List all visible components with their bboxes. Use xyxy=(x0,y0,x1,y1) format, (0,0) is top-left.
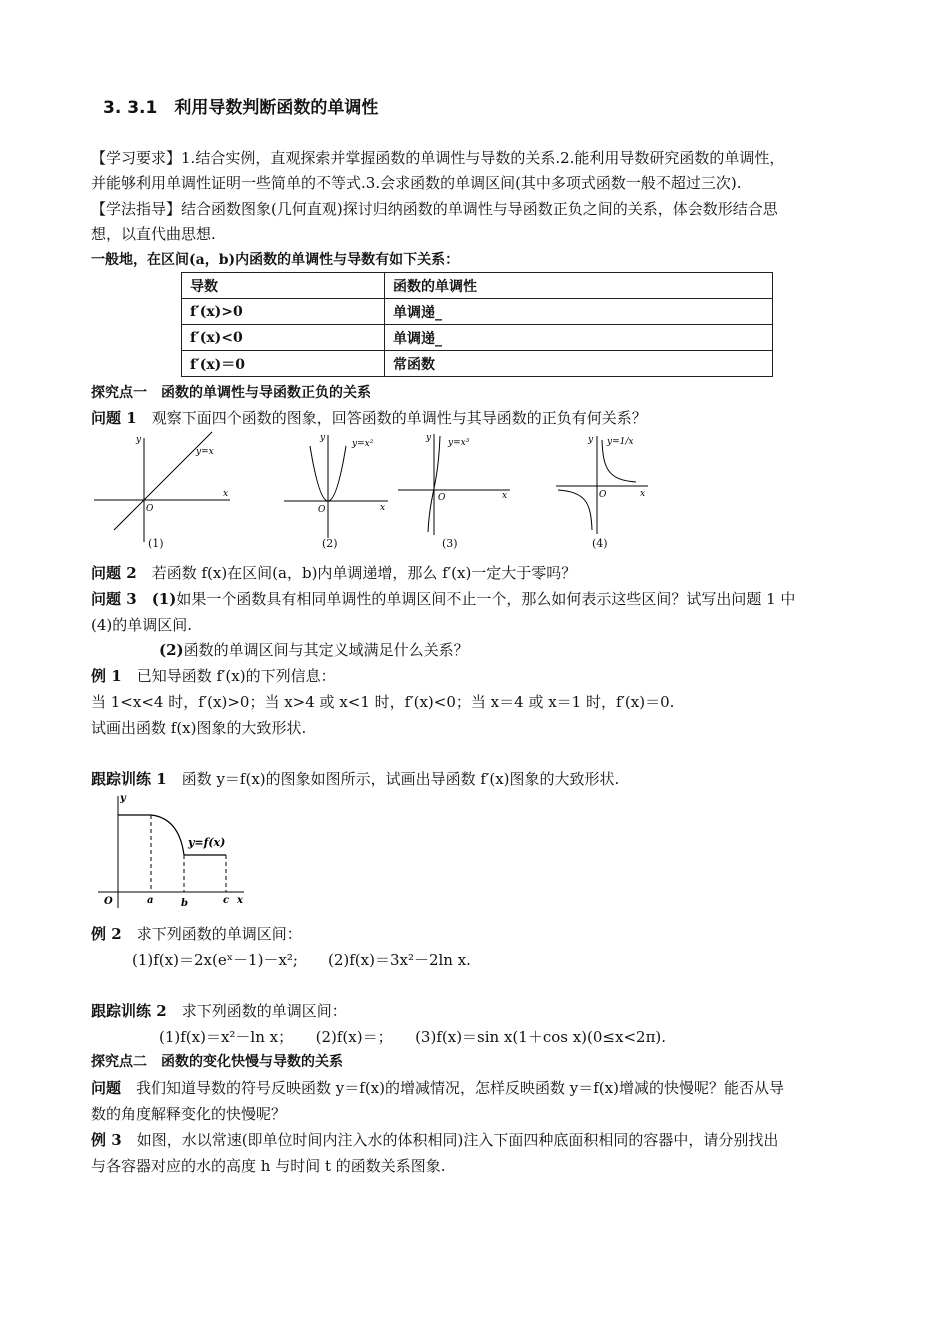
origin-label: O xyxy=(318,505,326,515)
ex2-line1: 例 2 求下列函数的单调区间： xyxy=(91,925,302,943)
x-label: x xyxy=(237,895,243,906)
tr2-line1: 跟踪训练 2 求下列函数的单调区间： xyxy=(91,1002,347,1020)
ex3-label: 例 3 xyxy=(91,1131,122,1149)
y-label: y xyxy=(136,435,142,445)
table-header-cell: 函数的单调性 xyxy=(385,273,773,299)
graph-4 xyxy=(554,430,654,545)
origin-label: O xyxy=(438,493,446,503)
table-cell: 单调递_ xyxy=(385,299,773,325)
y-label: y xyxy=(320,433,326,443)
section1-heading: 探究点一 函数的单调性与导函数正负的关系 xyxy=(91,385,371,401)
table-cell: f′(x)>0 xyxy=(182,299,385,325)
tr1-line: 跟踪训练 1 函数 y＝f(x)的图象如图所示，试画出导函数 f′(x)图象的大致形状. xyxy=(91,770,620,788)
ex1-label: 例 1 xyxy=(91,667,122,685)
intro-text: 一般地，在区间(a，b)内函数的单调性与导数有如下关系： xyxy=(91,252,460,268)
tick-b: b xyxy=(181,898,188,909)
table-cell: 单调递_ xyxy=(385,325,773,351)
y-label: y xyxy=(120,793,126,804)
q3-line3: (2)函数的单调区间与其定义域满足什么关系？ xyxy=(159,641,469,659)
graph-4-caption: (4) xyxy=(592,537,608,550)
tr2-items: (1)f(x)＝x²－ln x； (2)f(x)＝； (3)f(x)＝sin x(1＋cos x)(0≤x<2π). xyxy=(159,1028,667,1046)
tr1-label: 跟踪训练 1 xyxy=(91,770,167,788)
requirements-line2: 并能够利用单调性证明一些简单的不等式.3.会求函数的单调区间(其中多项式函数一般不超过三次). xyxy=(91,174,742,192)
curve-branch-left xyxy=(558,490,592,530)
q2-label: 问题 2 xyxy=(91,564,137,582)
table-header-row xyxy=(182,273,773,299)
curve-label: y=x² xyxy=(352,439,374,449)
relation-table xyxy=(181,272,773,377)
table-row xyxy=(182,299,773,325)
tick-a: a xyxy=(147,895,154,906)
origin-label: O xyxy=(146,504,154,514)
q3-label: 问题 3 xyxy=(91,590,137,608)
page-title: 3. 3.1 利用导数判断函数的单调性 xyxy=(103,98,379,118)
tick-c: c xyxy=(223,895,230,906)
x-label: x xyxy=(502,491,508,501)
q3-line2: (4)的单调区间. xyxy=(91,616,193,634)
q1-line: 问题 1 观察下面四个函数的图象，回答函数的单调性与其导函数的正负有何关系？ xyxy=(91,409,647,427)
table-header-cell: 导数 xyxy=(182,273,385,299)
q4-line2: 数的角度解释变化的快慢呢？ xyxy=(91,1105,287,1123)
q2-line: 问题 2 若函数 f(x)在区间(a，b)内单调递增，那么 f′(x)一定大于零吗？ xyxy=(91,564,577,582)
table-row xyxy=(182,325,773,351)
q4-line1: 问题 我们知道导数的符号反映函数 y＝f(x)的增减情况，怎样反映函数 y＝f(x)增减的快慢呢？能否从导 xyxy=(91,1079,784,1097)
q4-label: 问题 xyxy=(91,1079,122,1097)
q1-label: 问题 1 xyxy=(91,409,137,427)
table-row xyxy=(182,351,773,377)
guidance-label: 【学法指导】 xyxy=(91,200,182,218)
graph-1-caption: (1) xyxy=(148,537,164,550)
curve-label: y=x xyxy=(196,447,214,457)
requirements-label: 【学习要求】 xyxy=(91,149,182,167)
graph-2 xyxy=(282,430,392,545)
graph-2-caption: (2) xyxy=(322,537,338,550)
guidance-line2: 想，以直代曲思想. xyxy=(91,225,216,243)
x-label: x xyxy=(640,489,646,499)
table-cell: 常函数 xyxy=(385,351,773,377)
ex2-items: (1)f(x)＝2x(eˣ－1)－x²; (2)f(x)＝3x²－2ln x. xyxy=(132,951,471,969)
graph-3 xyxy=(396,430,514,545)
table-cell: f′(x)＝0 xyxy=(182,351,385,377)
requirements-line1: 【学习要求】1.结合实例，直观探索并掌握函数的单调性与导数的关系.2.能利用导数研究函数的单调性， xyxy=(91,149,785,167)
ex1-line3: 试画出函数 f(x)图象的大致形状. xyxy=(91,719,307,737)
tr1-graph xyxy=(96,790,256,910)
x-label: x xyxy=(223,489,229,499)
tr2-label: 跟踪训练 2 xyxy=(91,1002,167,1020)
graph-3-caption: (3) xyxy=(442,537,458,550)
curve-label: y=f(x) xyxy=(188,836,226,849)
guidance-line1: 【学法指导】结合函数图象(几何直观)探讨归纳函数的单调性与导函数正负之间的关系，体会数形结合思 xyxy=(91,200,778,218)
ex2-label: 例 2 xyxy=(91,925,122,943)
ex3-line2: 与各容器对应的水的高度 h 与时间 t 的函数关系图象. xyxy=(91,1157,446,1175)
origin-label: O xyxy=(599,490,607,500)
x-label: x xyxy=(380,503,386,513)
section2-heading: 探究点二 函数的变化快慢与导数的关系 xyxy=(91,1054,343,1070)
graph-1 xyxy=(92,430,232,545)
ex1-line2: 当 1<x<4 时，f′(x)>0；当 x>4 或 x<1 时，f′(x)<0；当 x＝4 或 x＝1 时，f′(x)＝0. xyxy=(91,693,675,711)
ex3-line1: 例 3 如图，水以常速(即单位时间内注入水的体积相同)注入下面四种底面积相同的容器中，请分别找出 xyxy=(91,1131,779,1149)
y-label: y xyxy=(588,435,594,445)
ex1-line1: 例 1 已知导函数 f′(x)的下列信息： xyxy=(91,667,336,685)
curve-label: y=1/x xyxy=(607,437,634,447)
curve-decreasing xyxy=(151,815,184,855)
curve-label: y=x³ xyxy=(448,438,470,448)
origin-label: O xyxy=(104,896,113,907)
y-label: y xyxy=(426,433,432,443)
table-cell: f′(x)<0 xyxy=(182,325,385,351)
q3-line1: 问题 3 (1)如果一个函数具有相同单调性的单调区间不止一个，那么如何表示这些区间？试写出问题 1 中 xyxy=(91,590,796,608)
